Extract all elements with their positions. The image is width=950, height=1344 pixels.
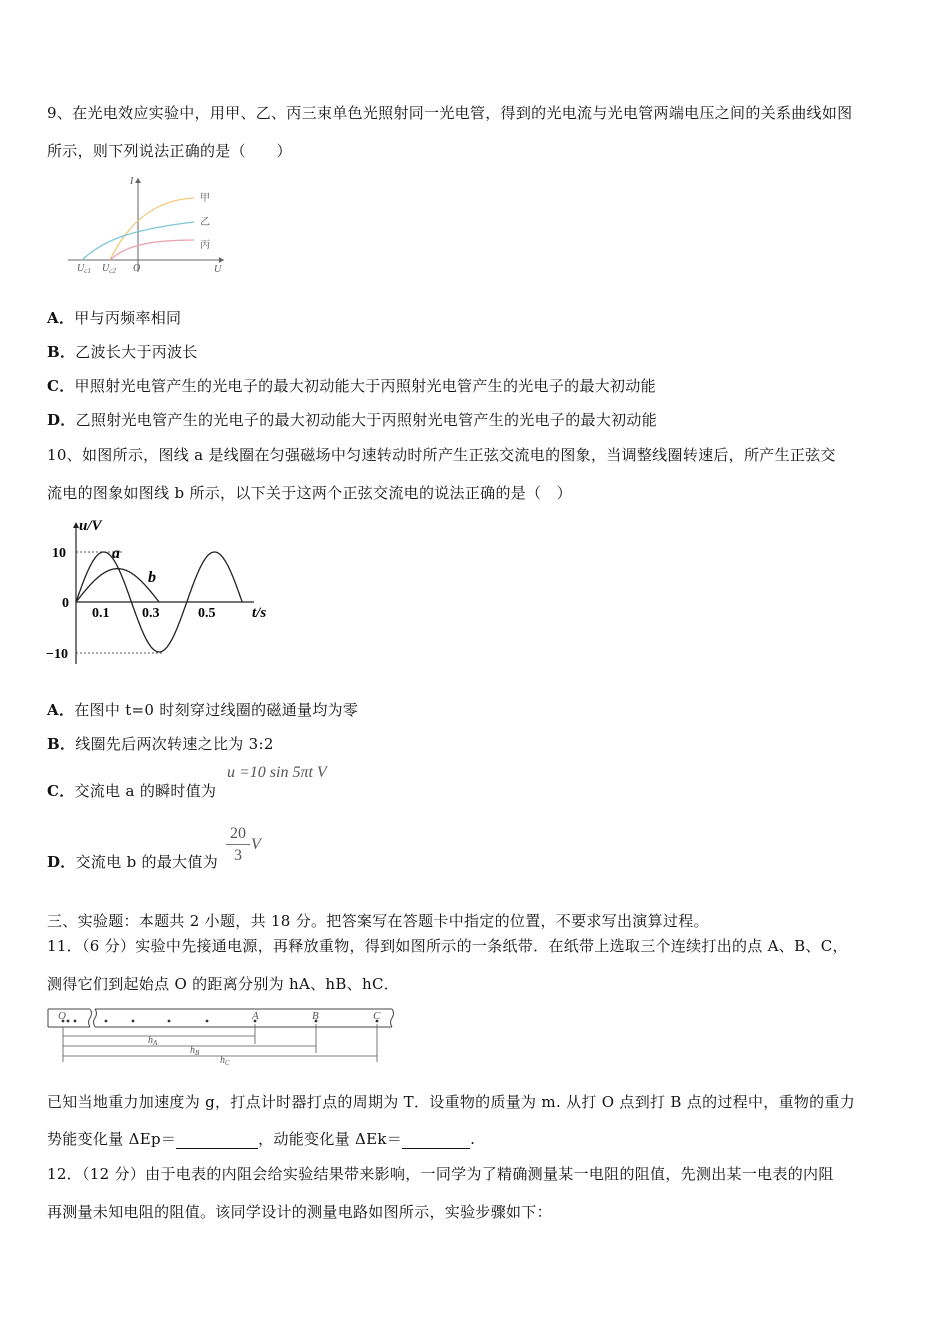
q11-potential-energy-text: 势能变化量 ΔEp＝ [47, 1130, 177, 1148]
q10-option-d: D．交流电 b 的最大值为 [47, 853, 219, 871]
q10-curve-a-label: a [112, 545, 120, 562]
fraction-numerator: 20 [230, 825, 246, 842]
q10-option-c: C．交流电 a 的瞬时值为 [47, 782, 217, 800]
tape-point-a: A [252, 1010, 259, 1022]
q12-stem-line-1: 12．（12 分）由于电表的内阻会给实验结果带来影响，一同学为了精确测量某一电阻的阻值，先测出某一电表的内阻 [47, 1165, 834, 1183]
q9-uc1-label: $U_{c1}$ [77, 263, 91, 275]
q10-stem-line-2: 流电的图象如图线 b 所示，以下关于这两个正弦交流电的说法正确的是（ ） [47, 484, 572, 502]
q9-stem-line-1: 9、在光电效应实验中，用甲、乙、丙三束单色光照射同一光电管，得到的光电流与光电管两端电压之间的关系曲线如图 [47, 104, 853, 122]
q10-option-c-formula: u =10 sin 5πt V [227, 764, 327, 781]
q9-y-axis-label: I [130, 176, 134, 187]
q10-y-axis-label: u/V [79, 518, 102, 534]
q10-x-axis-label: t/s [252, 605, 267, 621]
q11-line-4 [47, 1128, 475, 1149]
tape-hb-label: $h_B$ [190, 1045, 200, 1057]
q11-potential-energy-blank[interactable] [176, 1130, 258, 1149]
q11-stem-line-1: 11．（6 分）实验中先接通电源，再释放重物，得到如图所示的一条纸带．在纸带上选取三个连续打出的点 A、B、C， [47, 937, 848, 955]
q10-option-d-fraction [226, 824, 250, 865]
q12-stem-line-2: 再测量未知电阻的阻值。该同学设计的测量电路如图所示，实验步骤如下： [47, 1203, 552, 1221]
q9-stem-line-2: 所示，则下列说法正确的是（ ） [47, 142, 292, 160]
q9-origin-label: O [133, 263, 141, 274]
q11-line-end: . [470, 1130, 476, 1148]
q10-x-tick-0.3: 0.3 [142, 606, 160, 621]
q9-uc2-label: $U_{c2}$ [102, 263, 116, 275]
q9-option-a: A．甲与丙频率相同 [47, 309, 182, 327]
tape-point-b: B [312, 1010, 319, 1022]
q11-stem-line-2: 测得它们到起始点 O 的距离分别为 hA、hB、hC． [47, 975, 400, 993]
tape-hc-label: $h_C$ [220, 1055, 230, 1066]
q11-paper-tape-figure [46, 1006, 402, 1066]
q10-stem-line-1: 10、如图所示，图线 a 是线圈在匀强磁场中匀速转动时所产生正弦交流电的图象，当调整线圈转速后，所产生正弦交 [47, 446, 836, 464]
tape-point-o: O [58, 1010, 66, 1022]
q11-kinetic-energy-text: ，动能变化量 ΔEk＝ [258, 1130, 403, 1148]
q10-origin-label: 0 [62, 596, 69, 611]
q9-curve-bing [110, 240, 194, 260]
q10-option-b: B．线圈先后两次转速之比为 3:2 [47, 735, 274, 753]
fraction-denominator: 3 [234, 847, 242, 864]
q10-y-min-label: −10 [46, 647, 68, 662]
section3-heading: 三、实验题：本题共 2 小题，共 18 分。把答案写在答题卡中指定的位置，不要求写出演算过程。 [47, 912, 709, 930]
q9-option-d: D．乙照射光电管产生的光电子的最大初动能大于丙照射光电管产生的光电子的最大初动能 [47, 411, 658, 429]
q10-x-tick-0.5: 0.5 [198, 606, 216, 621]
q9-option-c: C．甲照射光电管产生的光电子的最大初动能大于丙照射光电管产生的光电子的最大初动能 [47, 377, 656, 395]
q10-x-tick-0.1: 0.1 [92, 606, 110, 621]
q10-curve-b [76, 569, 159, 602]
fraction-bar [226, 844, 250, 845]
q10-option-d-unit: V [251, 836, 261, 853]
q9-photocurrent-figure [66, 172, 236, 280]
q11-kinetic-energy-blank[interactable] [402, 1130, 470, 1149]
q10-curve-b-label: b [148, 569, 156, 586]
q10-y-max-label: 10 [52, 546, 66, 561]
q11-line-3: 已知当地重力加速度为 g，打点计时器打点的周期为 T．设重物的质量为 m. 从打 O 点到打 B 点的过程中，重物的重力 [47, 1093, 856, 1111]
q9-curve-yi-label: 乙 [200, 217, 210, 228]
tape-ha-label: $h_A$ [148, 1035, 158, 1047]
q10-ac-figure [44, 516, 284, 666]
q9-x-axis-label: U [214, 264, 222, 275]
q9-option-b: B．乙波长大于丙波长 [47, 343, 198, 361]
q9-curve-jia-label: 甲 [200, 193, 210, 204]
q10-option-a: A．在图中 t=0 时刻穿过线圈的磁通量均为零 [47, 701, 359, 719]
q9-curve-bing-label: 丙 [200, 240, 210, 251]
tape-point-c: C [373, 1010, 381, 1022]
